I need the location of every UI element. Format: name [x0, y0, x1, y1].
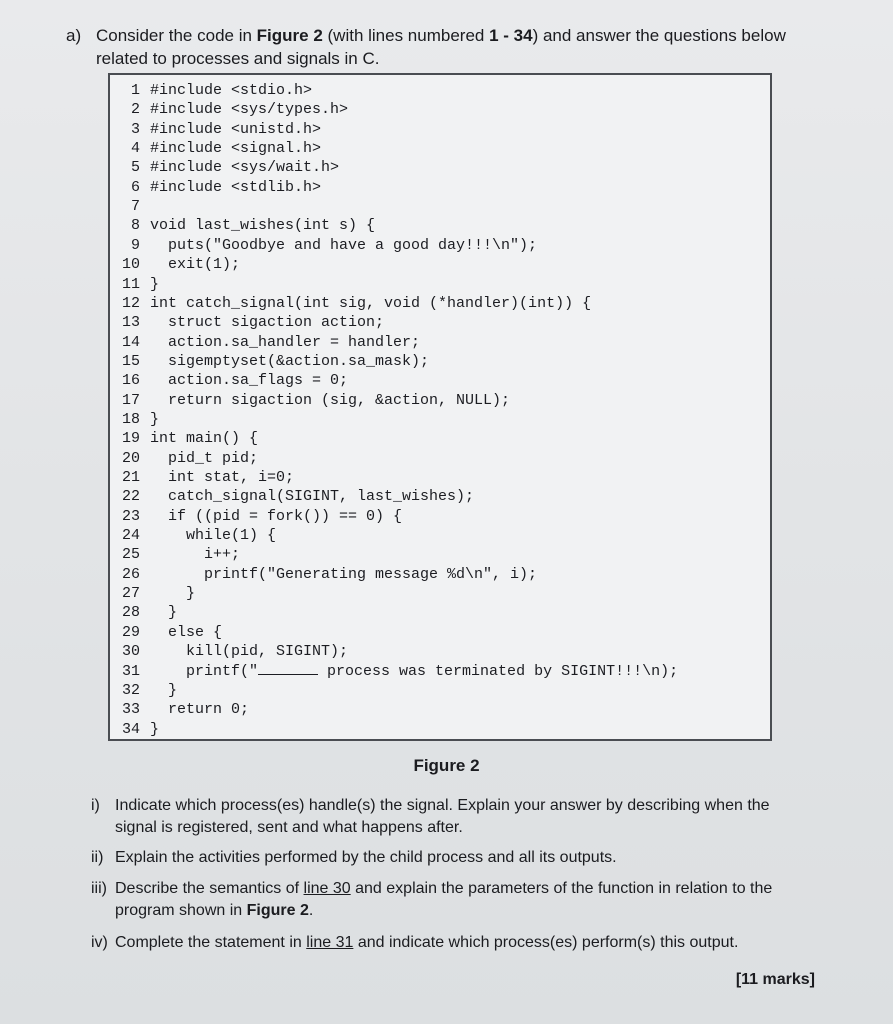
code-text: int stat, i=0; [150, 469, 295, 486]
line-number: 33 [121, 701, 140, 719]
line-number: 12 [121, 294, 140, 312]
sub-question-text [115, 932, 805, 954]
line-number: 22 [121, 488, 140, 506]
text-part: and explain the parameters of the function in relation to the program shown in [115, 880, 773, 919]
code-text: } [150, 410, 160, 428]
code-line [110, 642, 348, 661]
code-text: } [150, 585, 196, 603]
sub-question-number: iii) [91, 880, 107, 897]
intro-part-3: ) and answer the questions below related to processes and signals in C. [96, 26, 786, 68]
question-letter: a) [66, 26, 82, 45]
line-number: 3 [130, 120, 140, 138]
line-number: 17 [121, 391, 140, 409]
code-line [110, 178, 321, 197]
code-text: while(1) { [150, 527, 277, 545]
line-number: 5 [130, 159, 140, 177]
line-number: 25 [121, 546, 140, 564]
intro-part-1: Consider the code in [96, 26, 257, 45]
figure-caption-text: Figure 2 [413, 756, 480, 775]
code-text: action.sa_flags = 0; [150, 372, 349, 390]
code-text: #include <sys/wait.h> [150, 159, 340, 177]
line-number: 4 [130, 140, 140, 158]
code-line [110, 526, 276, 545]
code-line [110, 197, 150, 216]
line-number: 20 [121, 449, 140, 467]
line-number: 13 [121, 314, 140, 332]
line-number: 28 [121, 604, 140, 622]
line-number: 32 [121, 681, 140, 699]
code-line [110, 313, 384, 332]
code-line [110, 158, 339, 177]
code-text: pid_t pid; [150, 449, 259, 467]
code-line [110, 487, 474, 506]
code-text: int main() { [150, 430, 259, 448]
line-number: 26 [121, 565, 140, 583]
line-number: 30 [121, 643, 140, 661]
code-line [110, 391, 510, 410]
code-text: struct sigaction action; [150, 314, 385, 332]
code-line [110, 81, 312, 100]
code-listing [108, 73, 772, 741]
code-line [110, 410, 159, 429]
line-number: 7 [130, 198, 140, 216]
line-number: 27 [121, 585, 140, 603]
code-line [110, 216, 375, 235]
text-part: Describe the semantics of [115, 880, 304, 897]
code-line [110, 139, 321, 158]
text-part: Complete the statement in [115, 934, 307, 951]
code-line [110, 255, 240, 274]
code-text: sigemptyset(&action.sa_mask); [150, 352, 430, 370]
line-reference: line 31 [306, 934, 354, 951]
intro-figure-ref: Figure 2 [256, 26, 323, 45]
fill-in-blank [258, 662, 318, 675]
line-number: 21 [121, 469, 140, 486]
line-number: 6 [130, 178, 140, 196]
sub-question-text: Explain the activities performed by the child process and all its outputs. [115, 849, 617, 866]
code-text: void last_wishes(int s) { [150, 217, 376, 235]
sub-question-number: iv) [91, 934, 108, 951]
code-line [110, 449, 258, 468]
marks-label: [11 marks] [735, 971, 815, 988]
code-text: catch_signal(SIGINT, last_wishes); [150, 488, 475, 506]
code-line [110, 333, 420, 352]
code-line [110, 371, 348, 390]
line-number: 8 [130, 217, 140, 235]
line-number: 9 [130, 236, 140, 254]
code-text: #include <sys/types.h> [150, 101, 349, 119]
figure-caption [0, 756, 893, 776]
line-number: 14 [121, 333, 140, 351]
code-text: kill(pid, SIGINT); [150, 643, 349, 661]
line-number: 11 [121, 275, 140, 293]
text-part: . [308, 902, 314, 919]
code-line [110, 468, 294, 487]
code-text: #include <stdlib.h> [150, 178, 322, 196]
sub-question-number: i) [91, 797, 100, 814]
line-number: 29 [121, 623, 140, 641]
code-text: printf(" [150, 662, 259, 680]
line-reference: line 30 [303, 880, 351, 897]
code-text: #include <unistd.h> [150, 120, 322, 138]
code-line [110, 352, 429, 371]
code-line [110, 100, 348, 119]
line-number: 19 [121, 430, 140, 448]
line-number: 23 [121, 507, 140, 525]
code-text: } [150, 681, 178, 699]
code-text: return 0; [150, 701, 250, 719]
text-part: and indicate which process(es) perform(s) this output. [353, 934, 739, 951]
question-text [96, 24, 816, 70]
code-line [110, 584, 195, 603]
code-line [110, 545, 240, 564]
code-text: int catch_signal(int sig, void (*handler)(int)) { [150, 294, 592, 312]
line-number: 34 [121, 720, 140, 738]
code-text: } [150, 604, 178, 622]
line-number: 1 [130, 82, 140, 99]
code-line [110, 700, 249, 719]
code-line [110, 294, 591, 313]
code-line [110, 120, 321, 139]
code-line [110, 623, 222, 642]
code-line [110, 662, 678, 681]
code-text: #include <stdio.h> [150, 82, 313, 99]
line-number: 18 [121, 410, 140, 428]
intro-line-range: 1 - 34 [489, 26, 533, 45]
code-text: printf("Generating message %d\n", i); [150, 565, 538, 583]
code-text: #include <signal.h> [150, 140, 322, 158]
line-number: 16 [121, 372, 140, 390]
line-number: 31 [121, 662, 140, 680]
code-text: action.sa_handler = handler; [150, 333, 421, 351]
sub-question-number: ii) [91, 849, 104, 866]
line-number: 15 [121, 352, 140, 370]
code-text: } [150, 275, 160, 293]
code-text: exit(1); [150, 256, 241, 274]
code-line [110, 236, 537, 255]
sub-question-text: Indicate which process(es) handle(s) the signal. Explain your answer by describing when the signal is registered, sent and what happens after. [115, 797, 770, 836]
intro-part-2: (with lines numbered [322, 26, 490, 45]
code-text: else { [150, 623, 223, 641]
code-text: return sigaction (sig, &action, NULL); [150, 391, 511, 409]
code-line [110, 603, 177, 622]
code-line [110, 507, 402, 526]
line-number: 24 [121, 527, 140, 545]
line-number: 10 [121, 256, 140, 274]
figure-reference: Figure 2 [246, 902, 309, 919]
code-text: } [150, 720, 160, 738]
code-text: puts("Goodbye and have a good day!!!\n"); [150, 236, 538, 254]
code-line [110, 429, 258, 448]
code-line [110, 275, 159, 294]
code-line [110, 720, 159, 739]
sub-question-text [115, 878, 805, 922]
line-number: 2 [130, 101, 140, 119]
code-text: i++; [150, 546, 241, 564]
code-text: process was terminated by SIGINT!!!\n); [318, 662, 679, 680]
code-line [110, 681, 177, 700]
code-line [110, 565, 537, 584]
code-text: if ((pid = fork()) == 0) { [150, 507, 403, 525]
